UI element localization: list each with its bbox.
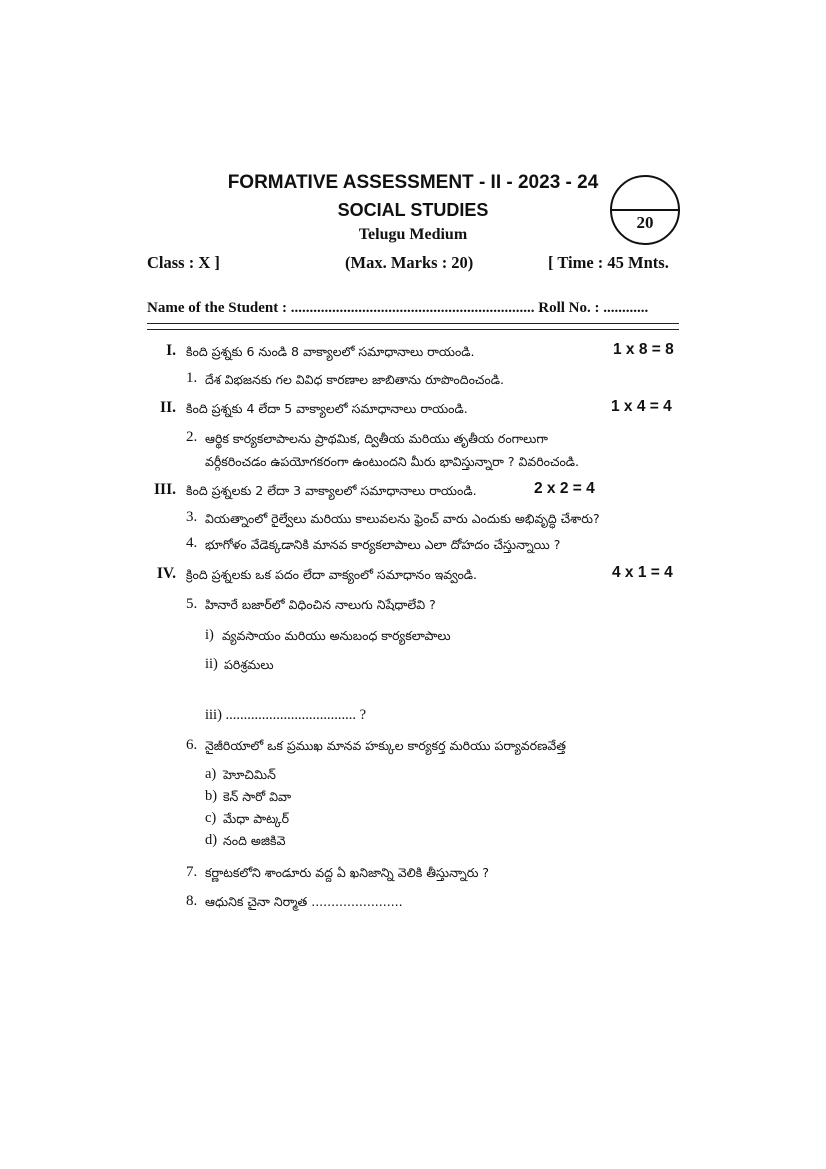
question-6-option-d-prefix: d): [205, 832, 218, 848]
question-6-option-c-text: మేధా పాట్కర్: [223, 811, 289, 826]
question-4-number: 4.: [186, 535, 198, 551]
question-1-text: దేశ విభజనకు గల వివిధ కారణాల జాబితాను రూపొందించండి.: [205, 372, 504, 387]
section-2-number: II.: [160, 399, 176, 416]
question-6-option-d-text: నంది అజికివె: [223, 833, 286, 848]
question-4-text: భూగోళం వేడెక్కడానికి మానవ కార్యకలాపాలు ఎలా దోహదం చేస్తున్నాయి ?: [205, 537, 561, 552]
section-3-marks: 2 x 2 = 4: [534, 480, 595, 497]
section-1-instruction: కింది ప్రశ్నకు 6 నుండి 8 వాక్యాలలో సమాధానాలు రాయండి.: [186, 344, 475, 359]
question-8-number: 8.: [186, 893, 198, 909]
question-6-text: నైజీరియాలో ఒక ప్రముఖ మానవ హక్కుల కార్యకర్త మరియు పర్యావరణవేత్త: [205, 738, 567, 753]
section-2-instruction: కింది ప్రశ్నకు 4 లేదా 5 వాక్యాలలో సమాధానాలు రాయండి.: [186, 401, 468, 416]
section-3-number: III.: [154, 481, 176, 498]
question-6-option-a-prefix: a): [205, 766, 217, 782]
question-2-text-line-2: వర్గీకరించడం ఉపయోగకరంగా ఉంటుందని మీరు భావిస్తున్నారా ? వివరించండి.: [205, 454, 580, 469]
section-3-instruction: కింది ప్రశ్నలకు 2 లేదా 3 వాక్యాలలో సమాధానాలు రాయండి.: [186, 483, 477, 498]
question-8-text: ఆధునిక చైనా నిర్మాత .......................: [205, 894, 403, 909]
section-4-instruction: క్రింది ప్రశ్నలకు ఒక పదం లేదా వాక్యంలో సమాధానం ఇవ్వండి.: [186, 567, 478, 582]
question-5-option-1-text: వ్యవసాయం మరియు అనుబంధ కార్యకలాపాలు: [222, 628, 451, 643]
circle-divider: [612, 209, 678, 211]
question-2-text-line-1: ఆర్థిక కార్యకలాపాలను ప్రాథమిక, ద్వితీయ మరియు తృతీయ రంగాలుగా: [205, 431, 548, 446]
subject-title: SOCIAL STUDIES: [337, 200, 489, 220]
class-label: Class : X ]: [147, 253, 220, 272]
total-marks-circle: [610, 175, 680, 245]
question-1-number: 1.: [186, 370, 198, 386]
max-marks-label: (Max. Marks : 20): [345, 253, 474, 272]
question-5-option-1-prefix: i): [205, 627, 214, 643]
question-5-option-2-prefix: ii): [205, 656, 218, 672]
section-4-marks: 4 x 1 = 4: [612, 564, 673, 581]
question-5-option-3-blank: iii) .................................... ?: [205, 707, 367, 723]
divider-line-bottom: [147, 329, 679, 330]
divider-line-top: [147, 323, 679, 324]
question-6-option-b-prefix: b): [205, 788, 218, 804]
question-6-option-c-prefix: c): [205, 810, 217, 826]
section-1-marks: 1 x 8 = 8: [613, 341, 674, 358]
time-label: [ Time : 45 Mnts.: [548, 253, 669, 272]
question-2-number: 2.: [186, 429, 198, 445]
question-7-text: కర్ణాటకలోని శాండూరు వద్ద ఏ ఖనిజాన్ని వెలికి తీస్తున్నారు ?: [205, 865, 490, 880]
section-2-marks: 1 x 4 = 4: [611, 398, 672, 415]
exam-title: FORMATIVE ASSESSMENT - II - 2023 - 24: [227, 172, 599, 193]
medium-label: Telugu Medium: [358, 226, 468, 243]
question-5-number: 5.: [186, 596, 198, 612]
question-5-option-2-text: పరిశ్రమలు: [224, 657, 274, 672]
question-3-number: 3.: [186, 509, 198, 525]
student-name-roll-line: Name of the Student : ................................................................. Roll No. : ............: [147, 300, 649, 316]
question-5-text: హినారే బజార్‌లో విధించిన నాలుగు నిషేధాలేవి ?: [205, 597, 436, 612]
question-7-number: 7.: [186, 864, 198, 880]
section-4-number: IV.: [156, 565, 176, 582]
total-marks-value: 20: [636, 213, 654, 232]
question-6-option-a-text: హెూచిమిన్: [223, 767, 276, 782]
question-3-text: వియత్నాంలో రైల్వేలు మరియు కాలువలను ఫ్రెంచ్ వారు ఎందుకు అభివృద్ధి చేశారు?: [205, 511, 600, 526]
section-1-number: I.: [166, 342, 176, 359]
question-6-option-b-text: కెన్ సారో వివా: [223, 789, 292, 804]
question-6-number: 6.: [186, 737, 198, 753]
